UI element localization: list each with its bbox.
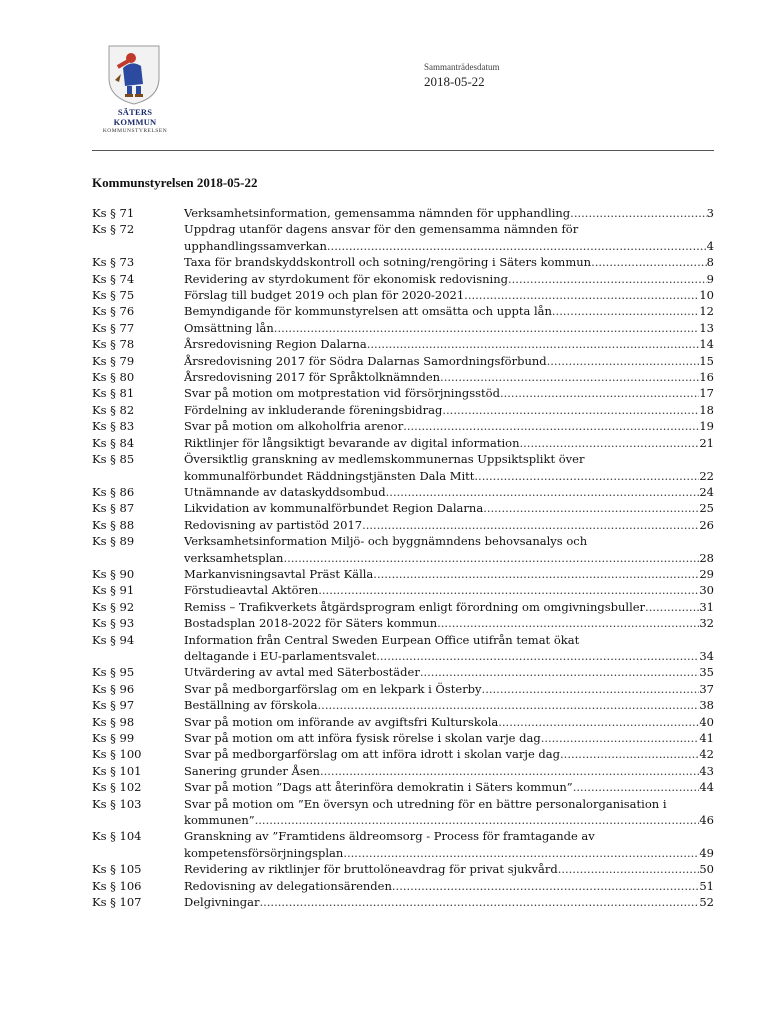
toc-entry-body bbox=[184, 730, 714, 746]
toc-entry-body bbox=[184, 796, 714, 829]
toc-entry-body bbox=[184, 435, 714, 451]
toc-page-number: 19 bbox=[699, 419, 714, 434]
toc-page-number: 28 bbox=[699, 550, 714, 565]
toc-entry-body bbox=[184, 632, 714, 665]
toc-leader-dots bbox=[442, 402, 699, 418]
toc-entry[interactable] bbox=[92, 385, 714, 401]
toc-page-number: 35 bbox=[699, 665, 714, 680]
toc-entry-title: Svar på motion om ”En översyn och utredning för en bättre personalorganisation i bbox=[184, 796, 667, 811]
toc-entry-body bbox=[184, 894, 714, 910]
toc-page-number: 16 bbox=[699, 370, 714, 385]
toc-entry-body bbox=[184, 878, 714, 894]
toc-entry-title: Förslag till budget 2019 och plan för 2020-2021 bbox=[184, 288, 465, 303]
toc-entry-title: Utnämnande av dataskyddsombud bbox=[184, 484, 386, 499]
toc-paragraph-number: Ks § 100 bbox=[92, 747, 142, 762]
toc-leader-dots bbox=[541, 730, 700, 746]
toc-paragraph-number: Ks § 93 bbox=[92, 616, 135, 631]
toc-leader-dots bbox=[318, 697, 700, 713]
header-divider bbox=[92, 150, 714, 151]
toc-leader-dots bbox=[343, 845, 699, 861]
toc-entry[interactable] bbox=[92, 828, 714, 861]
toc-page-number: 42 bbox=[699, 747, 714, 762]
toc-page-number: 22 bbox=[699, 468, 714, 483]
toc-page-number: 50 bbox=[699, 862, 714, 877]
toc-paragraph-number: Ks § 84 bbox=[92, 435, 135, 450]
toc-entry[interactable] bbox=[92, 697, 714, 713]
toc-entry-body bbox=[184, 254, 714, 270]
toc-leader-dots bbox=[570, 205, 707, 221]
toc-entry[interactable] bbox=[92, 615, 714, 631]
meeting-date-label: Sammanträdesdatum bbox=[424, 62, 500, 72]
toc-entry[interactable] bbox=[92, 796, 714, 829]
toc-entry-title: Svar på medborgarförslag om att införa idrott i skolan varje dag bbox=[184, 747, 561, 762]
toc-entry-title: Riktlinjer för långsiktigt bevarande av digital information bbox=[184, 435, 520, 450]
toc-entry-body bbox=[184, 861, 714, 877]
toc-entry[interactable] bbox=[92, 517, 714, 533]
toc-entry-title: Omsättning lån bbox=[184, 320, 274, 335]
toc-entry-title: Redovisning av delegationsärenden bbox=[184, 878, 392, 893]
toc-paragraph-number: Ks § 74 bbox=[92, 271, 135, 286]
toc-paragraph-number: Ks § 98 bbox=[92, 714, 135, 729]
toc-page-number: 10 bbox=[699, 288, 714, 303]
logo-org-name: SÄTERS KOMMUN bbox=[113, 107, 157, 127]
toc-page-number: 14 bbox=[699, 337, 714, 352]
toc-entry[interactable] bbox=[92, 287, 714, 303]
toc-leader-dots bbox=[508, 271, 707, 287]
logo-org-unit: KOMMUNSTYRELSEN bbox=[102, 128, 168, 134]
toc-entry-body bbox=[184, 533, 714, 566]
toc-entry-body bbox=[184, 828, 714, 861]
toc-paragraph-number: Ks § 73 bbox=[92, 255, 135, 270]
toc-leader-dots bbox=[320, 763, 699, 779]
municipality-logo bbox=[97, 44, 173, 134]
toc-leader-dots bbox=[327, 238, 707, 254]
toc-paragraph-number: Ks § 101 bbox=[92, 763, 142, 778]
toc-page-number: 3 bbox=[706, 206, 714, 220]
toc-entry[interactable] bbox=[92, 500, 714, 516]
toc-leader-dots bbox=[591, 254, 707, 270]
toc-entry[interactable] bbox=[92, 582, 714, 598]
toc-entry[interactable] bbox=[92, 664, 714, 680]
toc-paragraph-number: Ks § 96 bbox=[92, 681, 135, 696]
toc-leader-dots bbox=[255, 812, 700, 828]
toc-entry-title: Revidering av styrdokument för ekonomisk redovisning bbox=[184, 271, 508, 286]
toc-paragraph-number: Ks § 97 bbox=[92, 698, 135, 713]
toc-page-number: 24 bbox=[699, 484, 714, 499]
toc-entry-body bbox=[184, 221, 714, 254]
toc-paragraph-number: Ks § 104 bbox=[92, 829, 142, 844]
toc-page-number: 51 bbox=[699, 878, 714, 893]
toc-entry-title: Utvärdering av avtal med Säterbostäder bbox=[184, 665, 420, 680]
toc-paragraph-number: Ks § 71 bbox=[92, 206, 135, 220]
toc-page-number: 26 bbox=[699, 517, 714, 532]
toc-entry-body bbox=[184, 599, 714, 615]
toc-entry[interactable] bbox=[92, 320, 714, 336]
toc-paragraph-number: Ks § 83 bbox=[92, 419, 135, 434]
toc-entry[interactable] bbox=[92, 435, 714, 451]
toc-entry-title: kommunalförbundet Räddningstjänsten Dala Mitt bbox=[184, 468, 475, 483]
toc-entry-title: Svar på motion om att införa fysisk rörelse i skolan varje dag bbox=[184, 731, 541, 745]
toc-entry-title: Beställning av förskola bbox=[184, 698, 318, 713]
toc-entry[interactable] bbox=[92, 205, 714, 221]
toc-entry-body bbox=[184, 779, 714, 795]
toc-entry-body bbox=[184, 336, 714, 352]
toc-paragraph-number: Ks § 105 bbox=[92, 862, 142, 877]
toc-leader-dots bbox=[558, 861, 700, 877]
toc-entry-body bbox=[184, 385, 714, 401]
toc-entry-body bbox=[184, 500, 714, 516]
toc-entry-title: Svar på motion om motprestation vid försörjningsstöd bbox=[184, 386, 500, 401]
toc-leader-dots bbox=[645, 599, 699, 615]
toc-entry[interactable] bbox=[92, 484, 714, 500]
toc-paragraph-number: Ks § 80 bbox=[92, 370, 135, 385]
toc-entry[interactable] bbox=[92, 894, 714, 910]
meeting-date-value: 2018-05-22 bbox=[424, 74, 485, 89]
toc-page-number: 41 bbox=[699, 731, 714, 745]
toc-entry-body bbox=[184, 303, 714, 319]
toc-page-number: 9 bbox=[706, 271, 714, 286]
toc-entry-title: Likvidation av kommunalförbundet Region Dalarna bbox=[184, 501, 484, 516]
toc-entry-body bbox=[184, 714, 714, 730]
toc-entry[interactable] bbox=[92, 878, 714, 894]
toc-entry-title: Fördelning av inkluderande föreningsbidrag bbox=[184, 402, 443, 417]
toc-leader-dots bbox=[482, 681, 700, 697]
toc-entry[interactable] bbox=[92, 714, 714, 730]
toc-paragraph-number: Ks § 86 bbox=[92, 484, 135, 499]
toc-entry-body bbox=[184, 746, 714, 762]
toc-entry-title: Bostadsplan 2018-2022 för Säters kommun bbox=[184, 616, 438, 631]
toc-leader-dots bbox=[437, 615, 699, 631]
toc-page-number: 31 bbox=[699, 599, 714, 614]
toc-entry[interactable] bbox=[92, 418, 714, 434]
toc-entry-body bbox=[184, 697, 714, 713]
toc-entry-title: Taxa för brandskyddskontroll och sotning/rengöring i Säters kommun bbox=[184, 255, 592, 270]
toc-entry-title: kompetensförsörjningsplan bbox=[184, 845, 344, 860]
toc-entry-title: Information från Central Sweden Eurpean Office utifrån temat ökat bbox=[184, 632, 580, 647]
toc-entry-body bbox=[184, 517, 714, 533]
toc-paragraph-number: Ks § 85 bbox=[92, 452, 135, 467]
toc-entry-title: Delgivningar bbox=[184, 895, 260, 910]
toc-entry[interactable] bbox=[92, 254, 714, 270]
toc-entry-body bbox=[184, 615, 714, 631]
toc-paragraph-number: Ks § 103 bbox=[92, 796, 142, 811]
toc-entry-title: Sanering grunder Åsen bbox=[184, 763, 320, 778]
toc-page-number: 4 bbox=[706, 238, 714, 253]
toc-paragraph-number: Ks § 79 bbox=[92, 353, 135, 368]
toc-paragraph-number: Ks § 99 bbox=[92, 731, 135, 745]
toc-page-number: 46 bbox=[699, 813, 714, 828]
toc-leader-dots bbox=[552, 303, 699, 319]
toc-entry[interactable] bbox=[92, 353, 714, 369]
toc-page-number: 52 bbox=[699, 895, 714, 910]
toc-paragraph-number: Ks § 95 bbox=[92, 665, 135, 680]
toc-entry[interactable] bbox=[92, 303, 714, 319]
toc-page-number: 40 bbox=[699, 714, 714, 729]
toc-entry-title: Årsredovisning 2017 för Södra Dalarnas Samordningsförbund bbox=[184, 353, 547, 368]
toc-leader-dots bbox=[560, 746, 699, 762]
toc-leader-dots bbox=[464, 287, 699, 303]
toc-entry[interactable] bbox=[92, 599, 714, 615]
toc-entry-body bbox=[184, 484, 714, 500]
toc-leader-dots bbox=[283, 550, 699, 566]
toc-entry-title: Redovisning av partistöd 2017 bbox=[184, 517, 363, 532]
toc-leader-dots bbox=[500, 385, 699, 401]
toc-entry-title: Revidering av riktlinjer för bruttolöneavdrag för privat sjukvård bbox=[184, 862, 558, 877]
toc-paragraph-number: Ks § 77 bbox=[92, 320, 135, 335]
toc-entry-title: Verksamhetsinformation, gemensamma nämnden för upphandling bbox=[184, 206, 571, 220]
toc-entry[interactable] bbox=[92, 763, 714, 779]
toc-entry[interactable] bbox=[92, 451, 714, 484]
toc-leader-dots bbox=[547, 353, 700, 369]
toc-paragraph-number: Ks § 94 bbox=[92, 632, 135, 647]
toc-paragraph-number: Ks § 76 bbox=[92, 304, 135, 319]
toc-entry[interactable] bbox=[92, 681, 714, 697]
toc-page-number: 44 bbox=[699, 780, 714, 795]
toc-leader-dots bbox=[376, 648, 699, 664]
toc-entry-body bbox=[184, 763, 714, 779]
toc-leader-dots bbox=[420, 664, 700, 680]
toc-entry[interactable] bbox=[92, 533, 714, 566]
toc-entry-title: deltagande i EU-parlamentsvalet bbox=[184, 648, 377, 663]
toc-entry-body bbox=[184, 369, 714, 385]
toc-entry-title: Granskning av ”Framtidens äldreomsorg - Process för framtagande av bbox=[184, 829, 595, 844]
toc-entry-title: Översiktlig granskning av medlemskommunernas Uppsiktsplikt över bbox=[184, 452, 585, 467]
toc-entry-body bbox=[184, 271, 714, 287]
toc-entry-body bbox=[184, 287, 714, 303]
document-title: Kommunstyrelsen 2018-05-22 bbox=[92, 175, 258, 190]
toc-page-number: 18 bbox=[699, 402, 714, 417]
toc-leader-dots bbox=[274, 320, 700, 336]
toc-page-number: 13 bbox=[699, 320, 714, 335]
toc-entry-title: Årsredovisning 2017 för Språktolknämnden bbox=[184, 370, 441, 385]
toc-entry-title: Markanvisningsavtal Präst Källa bbox=[184, 566, 374, 581]
toc-paragraph-number: Ks § 90 bbox=[92, 566, 135, 581]
toc-entry-title: kommunen” bbox=[184, 813, 255, 828]
toc-entry[interactable] bbox=[92, 746, 714, 762]
toc-paragraph-number: Ks § 107 bbox=[92, 895, 142, 910]
toc-entry-body bbox=[184, 582, 714, 598]
table-of-contents bbox=[92, 205, 714, 910]
toc-paragraph-number: Ks § 72 bbox=[92, 222, 135, 237]
toc-entry-body bbox=[184, 205, 714, 221]
toc-paragraph-number: Ks § 92 bbox=[92, 599, 135, 614]
toc-paragraph-number: Ks § 75 bbox=[92, 288, 135, 303]
toc-paragraph-number: Ks § 88 bbox=[92, 517, 135, 532]
toc-entry-body bbox=[184, 451, 714, 484]
toc-entry[interactable] bbox=[92, 632, 714, 665]
toc-leader-dots bbox=[386, 484, 700, 500]
toc-page-number: 21 bbox=[699, 435, 714, 450]
toc-paragraph-number: Ks § 89 bbox=[92, 534, 135, 549]
toc-page-number: 38 bbox=[699, 698, 714, 713]
toc-leader-dots bbox=[520, 435, 700, 451]
toc-page-number: 12 bbox=[699, 304, 714, 319]
toc-page-number: 49 bbox=[699, 845, 714, 860]
toc-leader-dots bbox=[483, 500, 699, 516]
toc-entry-title: Svar på motion om alkoholfria arenor bbox=[184, 419, 404, 434]
toc-page-number: 29 bbox=[699, 566, 714, 581]
toc-entry[interactable] bbox=[92, 861, 714, 877]
toc-leader-dots bbox=[259, 894, 699, 910]
toc-leader-dots bbox=[367, 336, 700, 352]
toc-entry-title: Svar på medborgarförslag om en lekpark i Österby bbox=[184, 681, 482, 696]
toc-entry[interactable] bbox=[92, 271, 714, 287]
toc-leader-dots bbox=[440, 369, 699, 385]
toc-entry-body bbox=[184, 353, 714, 369]
coat-of-arms-icon bbox=[107, 44, 161, 106]
toc-entry[interactable] bbox=[92, 402, 714, 418]
toc-entry[interactable] bbox=[92, 730, 714, 746]
toc-page-number: 43 bbox=[699, 763, 714, 778]
toc-paragraph-number: Ks § 82 bbox=[92, 402, 135, 417]
toc-entry-title: Svar på motion ”Dags att återinföra demokratin i Säters kommun” bbox=[184, 780, 573, 795]
toc-entry[interactable] bbox=[92, 779, 714, 795]
toc-entry-title: Svar på motion om införande av avgiftsfri Kulturskola bbox=[184, 714, 499, 729]
toc-leader-dots bbox=[362, 517, 699, 533]
toc-leader-dots bbox=[573, 779, 700, 795]
toc-page-number: 8 bbox=[706, 255, 714, 270]
toc-entry-body bbox=[184, 681, 714, 697]
toc-entry-title: Förstudieavtal Aktören bbox=[184, 583, 319, 598]
toc-entry-body bbox=[184, 566, 714, 582]
toc-paragraph-number: Ks § 78 bbox=[92, 337, 135, 352]
toc-leader-dots bbox=[392, 878, 699, 894]
toc-entry-body bbox=[184, 418, 714, 434]
toc-entry-body bbox=[184, 320, 714, 336]
toc-paragraph-number: Ks § 91 bbox=[92, 583, 135, 598]
toc-entry-title: Remiss – Trafikverkets åtgärdsprogram enligt förordning om omgivningsbuller bbox=[184, 599, 646, 614]
toc-page-number: 17 bbox=[699, 386, 714, 401]
toc-leader-dots bbox=[318, 582, 699, 598]
toc-entry-title: Uppdrag utanför dagens ansvar för den gemensamma nämnden för bbox=[184, 222, 579, 237]
toc-entry-title: Bemyndigande för kommunstyrelsen att omsätta och uppta lån bbox=[184, 304, 552, 319]
toc-page-number: 37 bbox=[699, 681, 714, 696]
toc-paragraph-number: Ks § 106 bbox=[92, 878, 142, 893]
toc-paragraph-number: Ks § 87 bbox=[92, 501, 135, 516]
toc-paragraph-number: Ks § 102 bbox=[92, 780, 142, 795]
toc-page-number: 30 bbox=[699, 583, 714, 598]
toc-page-number: 34 bbox=[699, 648, 714, 663]
toc-page-number: 32 bbox=[699, 616, 714, 631]
toc-leader-dots bbox=[373, 566, 699, 582]
toc-entry[interactable] bbox=[92, 221, 714, 254]
toc-leader-dots bbox=[403, 418, 699, 434]
toc-leader-dots bbox=[498, 714, 699, 730]
toc-page-number: 25 bbox=[699, 501, 714, 516]
toc-paragraph-number: Ks § 81 bbox=[92, 386, 135, 401]
toc-page-number: 15 bbox=[699, 353, 714, 368]
toc-entry[interactable] bbox=[92, 566, 714, 582]
toc-entry-title: Årsredovisning Region Dalarna bbox=[184, 337, 367, 352]
toc-entry[interactable] bbox=[92, 336, 714, 352]
toc-entry-title: Verksamhetsinformation Miljö- och byggnämndens behovsanalys och bbox=[184, 534, 588, 549]
toc-entry[interactable] bbox=[92, 369, 714, 385]
toc-entry-title: verksamhetsplan bbox=[184, 550, 284, 565]
toc-entry-body bbox=[184, 402, 714, 418]
toc-leader-dots bbox=[474, 468, 699, 484]
toc-entry-title: upphandlingssamverkan bbox=[184, 238, 327, 253]
toc-entry-body bbox=[184, 664, 714, 680]
